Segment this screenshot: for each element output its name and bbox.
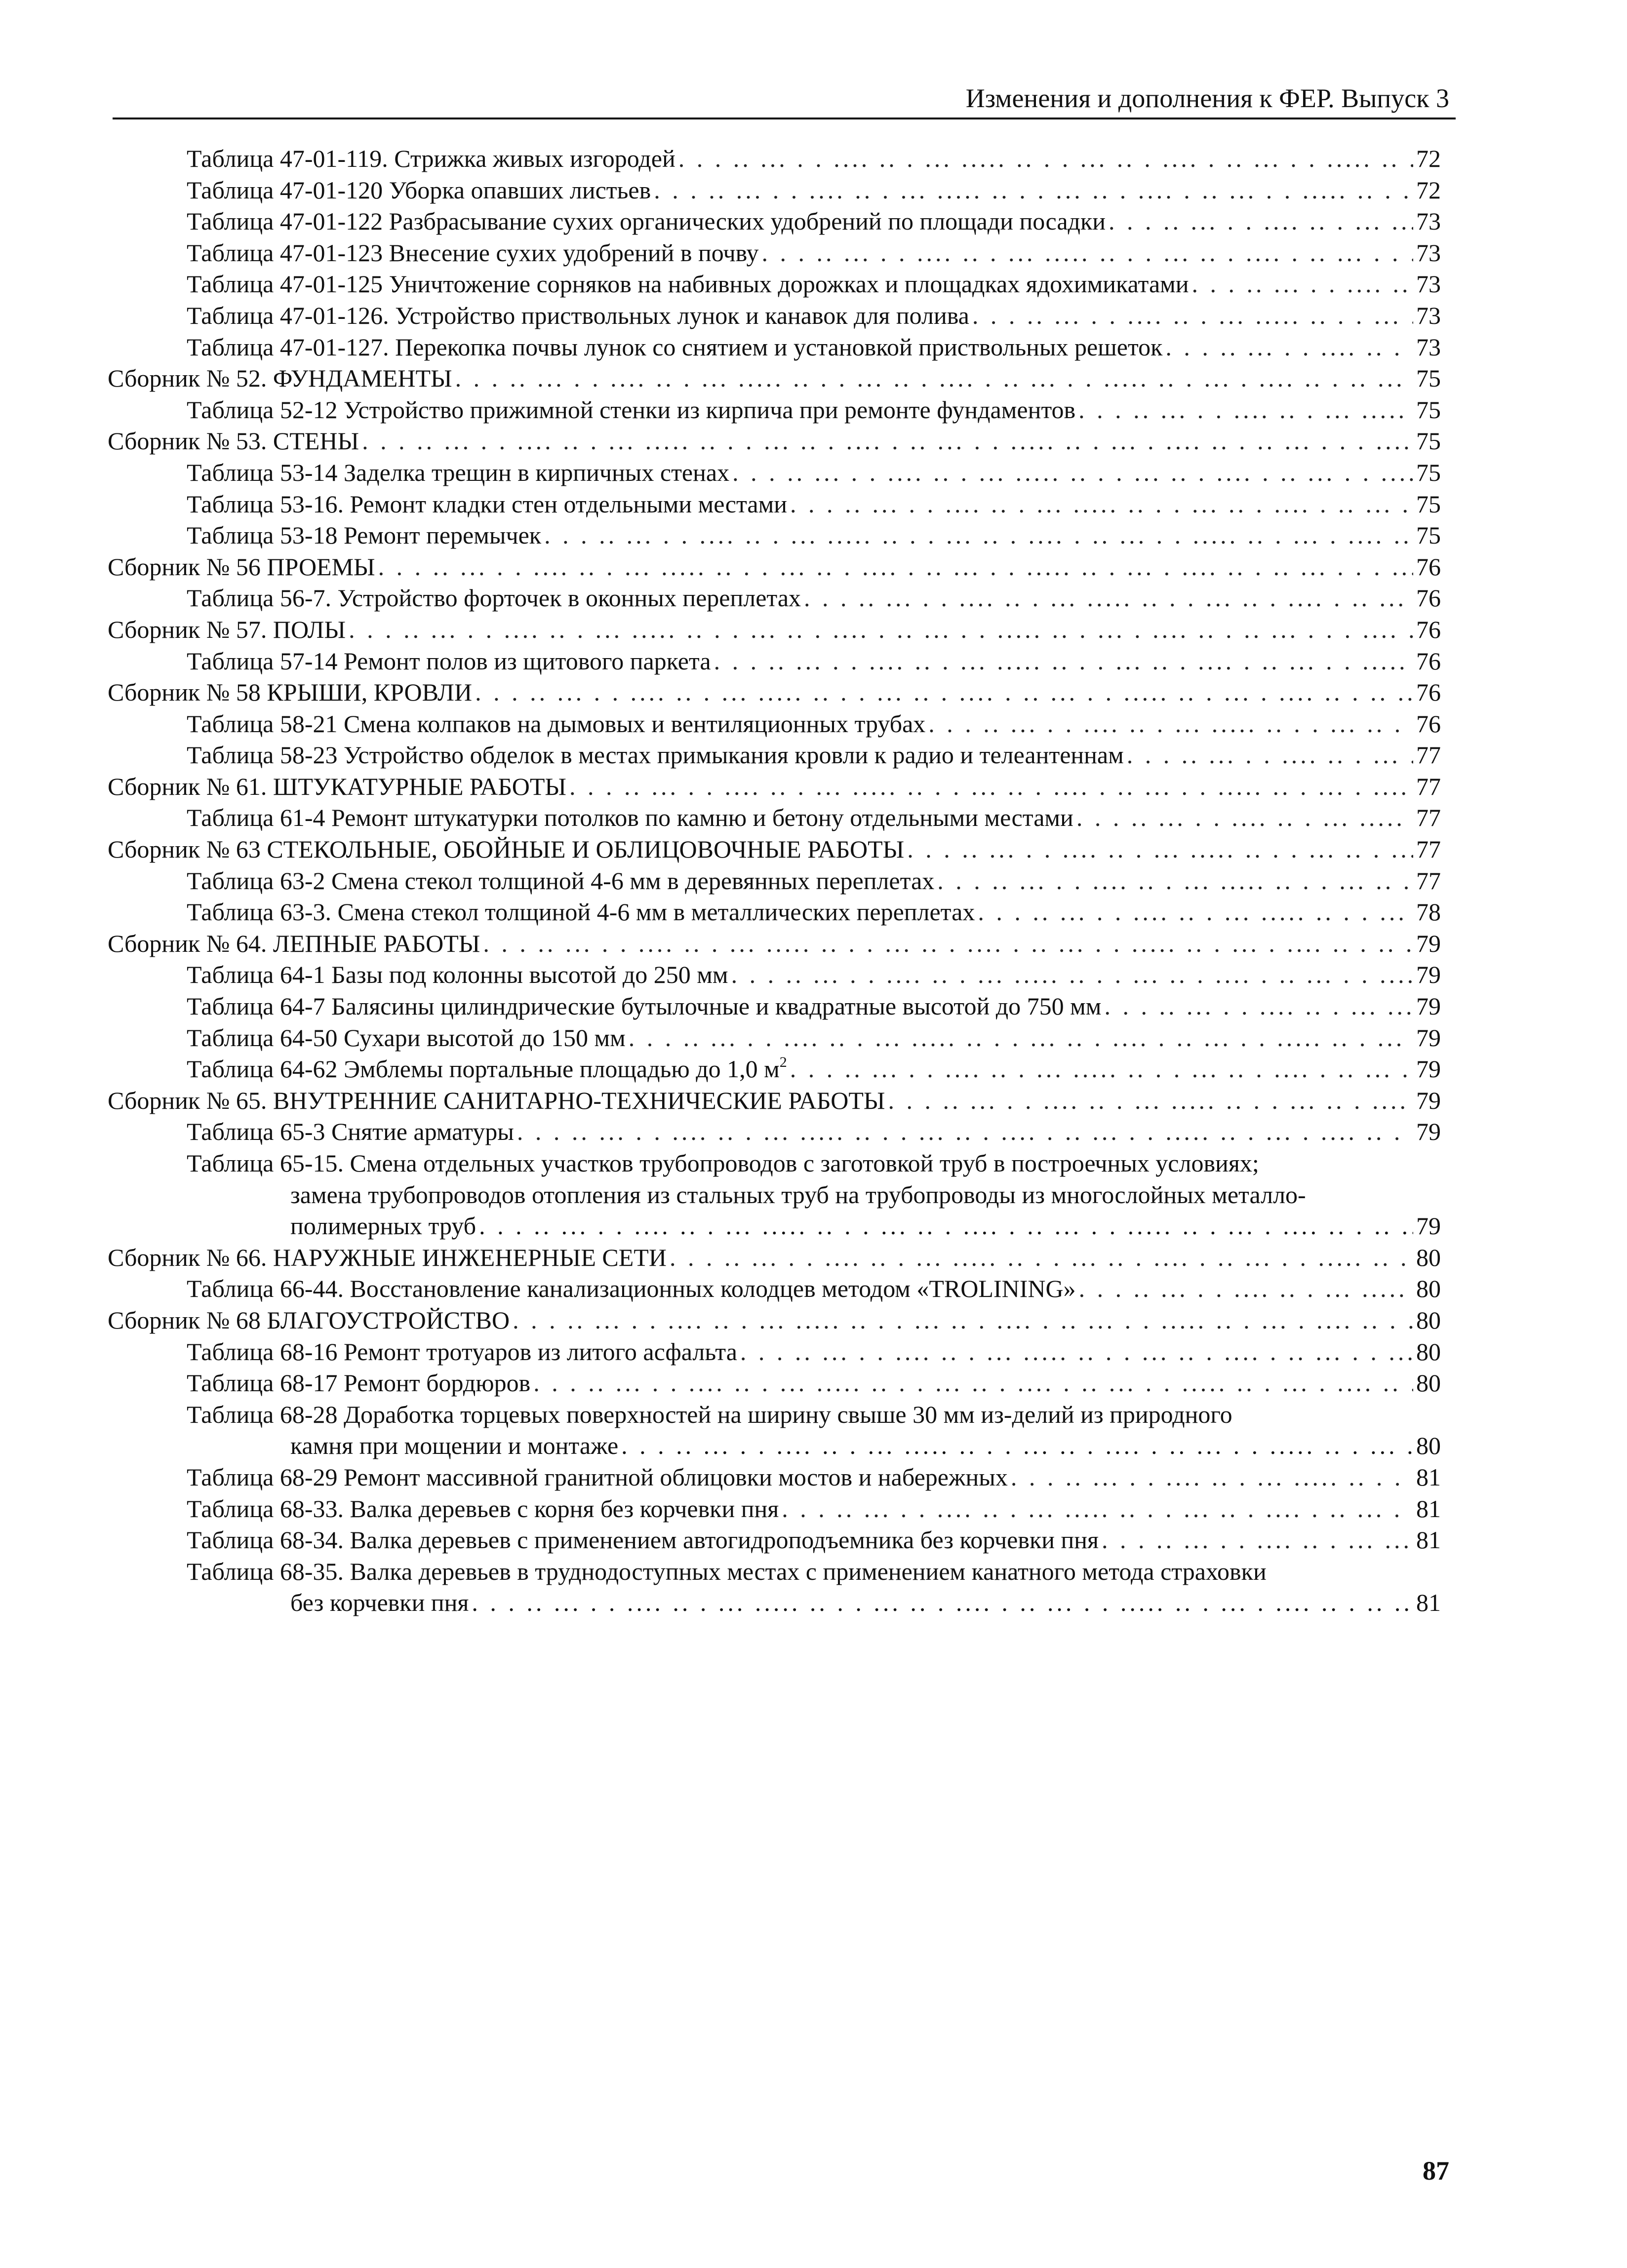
toc-entry-text-wrap [187, 332, 1162, 363]
dot-leader [1109, 206, 1413, 237]
toc-entry-text-wrap [187, 959, 728, 991]
toc-page-number: 80 [1416, 1243, 1441, 1271]
toc-entry-text: Таблица 68-17 Ремонт бордюров [187, 1369, 531, 1397]
toc-page-number: 76 [1416, 678, 1441, 706]
toc-entry-text-wrap [108, 928, 480, 960]
toc-entry-text: без корчевки пня [290, 1589, 469, 1617]
toc-entry-text: Сборник № 65. ВНУТРЕННИЕ САНИТАРНО-ТЕХНИЧЕСКИЕ РАБОТЫ [108, 1086, 885, 1114]
toc-entry-text: Таблица 61-4 Ремонт штукатурки потолков по камню и бетону отдельными местами [187, 804, 1073, 832]
toc-page-number: 79 [1416, 992, 1441, 1020]
toc-page-number: 72 [1416, 176, 1441, 204]
toc-page-number: 76 [1416, 584, 1441, 612]
toc-entry-text: Сборник № 53. СТЕНЫ [108, 427, 359, 455]
dot-leader [455, 363, 1413, 394]
toc-page-number: 75 [1416, 458, 1441, 486]
dot-leader [972, 300, 1413, 332]
toc-table-entry [108, 1368, 1441, 1399]
toc-section-entry [108, 677, 1441, 708]
toc-entry-text-wrap [187, 1336, 737, 1368]
toc-page-number: 79 [1416, 929, 1441, 957]
toc-entry-text-wrap [187, 865, 934, 897]
dot-leader [1079, 1273, 1413, 1305]
toc-entry-text-wrap [187, 520, 541, 551]
toc-entry-text-wrap [187, 1054, 787, 1085]
toc-section-entry [108, 551, 1441, 583]
toc-entry-text: Таблица 58-21 Смена колпаков на дымовых и вентиляционных трубах [187, 709, 926, 738]
dot-leader [790, 1054, 1413, 1085]
toc-page-number: 79 [1416, 961, 1441, 989]
toc-entry-text-wrap [108, 614, 346, 646]
toc-page-number: 77 [1416, 866, 1441, 895]
toc-table-entry [108, 583, 1441, 614]
toc-page-number: 81 [1416, 1463, 1441, 1491]
toc-table-entry [108, 1493, 1441, 1525]
toc-entry-text: Таблица 68-34. Валка деревьев с применением автогидроподъемника без корчевки пня [187, 1526, 1099, 1554]
toc-entry-text-wrap [108, 551, 375, 583]
toc-entry-text: Таблица 63-3. Смена стекол толщиной 4-6 мм в металлических переплетах [187, 898, 975, 926]
toc-entry-line: замена трубопроводов отопления из стальных труб на трубопроводы из многослойных металло- [290, 1180, 1306, 1209]
toc-entry-text-wrap [187, 457, 729, 489]
toc-entry-text-wrap [108, 677, 472, 708]
toc-entry-text-wrap [187, 1493, 779, 1525]
toc-entry-text-wrap [187, 708, 925, 740]
toc-entry-text-wrap [187, 489, 787, 520]
dot-leader [544, 520, 1413, 551]
toc-entry-text-wrap [187, 269, 1189, 300]
page-number: 87 [1423, 2156, 1449, 2186]
dot-leader [678, 143, 1413, 175]
toc-page-number: 77 [1416, 804, 1441, 832]
toc-entry-text: Таблица 64-62 Эмблемы портальные площадью до 1,0 м [187, 1055, 780, 1083]
toc-entry-text-wrap [187, 143, 675, 175]
toc-page-number: 79 [1416, 1055, 1441, 1083]
toc-entry-text: Сборник № 66. НАРУЖНЫЕ ИНЖЕНЕРНЫЕ СЕТИ [108, 1243, 667, 1271]
dot-leader [937, 865, 1413, 897]
toc-entry-line: Таблица 65-15. Смена отдельных участков трубопроводов с заготовкой труб в построечных условиях; [187, 1149, 1259, 1177]
toc-entry-text: Сборник № 64. ЛЕПНЫЕ РАБОТЫ [108, 929, 480, 957]
toc-page-number: 73 [1416, 301, 1441, 329]
toc-section-entry [108, 363, 1441, 394]
toc-entry-multiline [108, 1399, 1441, 1462]
dot-leader [479, 1211, 1413, 1242]
toc-entry-text: Сборник № 61. ШТУКАТУРНЫЕ РАБОТЫ [108, 772, 567, 800]
toc-table-entry [108, 802, 1441, 834]
toc-table-entry [108, 300, 1441, 332]
toc-section-entry [108, 771, 1441, 803]
toc-table-entry [108, 1273, 1441, 1305]
toc-entry-text: Таблица 47-01-123 Внесение сухих удобрений в почву [187, 238, 759, 267]
dot-leader [629, 1022, 1413, 1054]
toc-page-number: 80 [1416, 1306, 1441, 1334]
toc-entry-text-wrap [187, 1022, 626, 1054]
toc-entry-last-line [187, 1587, 1441, 1619]
superscript: 2 [779, 1054, 787, 1070]
toc-table-entry [108, 1022, 1441, 1054]
toc-entry-last-line [187, 1211, 1441, 1242]
toc-page-number: 81 [1416, 1526, 1441, 1554]
dot-leader [740, 1336, 1413, 1368]
toc-entry-text-wrap [187, 583, 801, 614]
toc-section-entry [108, 614, 1441, 646]
toc-table-entry [108, 143, 1441, 175]
toc-page-number: 72 [1416, 145, 1441, 172]
toc-table-entry [108, 865, 1441, 897]
toc-entry-text: камня при мощении и монтаже [290, 1432, 619, 1460]
toc-section-entry [108, 928, 1441, 960]
toc-entry-text: полимерных труб [290, 1212, 476, 1240]
dot-leader [517, 1116, 1413, 1148]
dot-leader [362, 426, 1413, 457]
toc-page-number: 76 [1416, 615, 1441, 643]
dot-leader [1104, 991, 1413, 1022]
toc-table-entry [108, 457, 1441, 489]
toc-entry-text: Таблица 53-16. Ремонт кладки стен отдельными местами [187, 490, 787, 518]
toc-section-entry [108, 426, 1441, 457]
toc-entry-text: Таблица 47-01-127. Перекопка почвы лунок со снятием и установкой приствольных решеток [187, 333, 1163, 361]
toc-entry-last-line [187, 1430, 1441, 1462]
toc-table-entry [108, 1054, 1441, 1085]
dot-leader [472, 1587, 1413, 1619]
toc-entry-text: Сборник № 58 КРЫШИ, КРОВЛИ [108, 678, 473, 706]
toc-entry-text-wrap [108, 363, 452, 394]
toc-entry-text: Таблица 47-01-119. Стрижка живых изгородей [187, 145, 675, 172]
toc-page-number: 80 [1416, 1337, 1441, 1366]
dot-leader [621, 1430, 1413, 1462]
toc-entry-text: Сборник № 68 БЛАГОУСТРОЙСТВО [108, 1306, 510, 1334]
toc-entry-text: Сборник № 56 ПРОЕМЫ [108, 552, 375, 581]
toc-entry-text-wrap [187, 991, 1101, 1022]
toc-entry-text: Таблица 53-18 Ремонт перемычек [187, 521, 542, 549]
toc-page-number: 79 [1416, 1023, 1441, 1052]
header-rule [113, 117, 1456, 119]
toc-table-entry [108, 175, 1441, 206]
dot-leader [732, 457, 1413, 489]
toc-section-entry [108, 1085, 1441, 1117]
toc-table-entry [108, 1525, 1441, 1556]
dot-leader [513, 1305, 1413, 1336]
dot-leader [349, 614, 1413, 646]
toc-table-entry [108, 489, 1441, 520]
toc-entry-text-wrap [187, 1462, 1008, 1493]
dot-leader [1078, 394, 1413, 426]
toc-entry-text: Таблица 68-16 Ремонт тротуаров из литого асфальта [187, 1337, 737, 1366]
toc-entry-multiline [108, 1148, 1441, 1242]
toc-page-number: 77 [1416, 772, 1441, 800]
toc-page-number: 80 [1416, 1369, 1441, 1397]
toc-entry-text: Таблица 63-2 Смена стекол толщиной 4-6 мм в деревянных переплетах [187, 866, 935, 895]
toc-table-entry [108, 394, 1441, 426]
toc-entry-text-wrap [108, 426, 359, 457]
toc-entry-text-wrap [108, 771, 566, 803]
toc-page-number: 77 [1416, 835, 1441, 863]
toc-entry-text: Таблица 52-12 Устройство прижимной стенки из кирпича при ремонте фундаментов [187, 395, 1076, 424]
toc-page-number: 81 [1416, 1494, 1441, 1523]
dot-leader [804, 583, 1413, 614]
toc-page-number: 78 [1416, 898, 1441, 926]
toc-entry-text: Таблица 68-29 Ремонт массивной гранитной облицовки мостов и набережных [187, 1463, 1008, 1491]
toc-entry-text-wrap [187, 897, 975, 928]
toc-entry-text: Таблица 47-01-125 Уничтожение сорняков на набивных дорожках и площадках ядохимикатами [187, 270, 1189, 298]
toc-page-number: 76 [1416, 552, 1441, 581]
toc-table-entry [108, 520, 1441, 551]
dot-leader [928, 708, 1413, 740]
toc-page-number: 76 [1416, 709, 1441, 738]
toc-table-entry [108, 897, 1441, 928]
toc-page-number: 80 [1416, 1432, 1441, 1460]
toc-entry-text: Таблица 58-23 Устройство обделок в местах примыкания кровли к радио и телеантеннам [187, 741, 1124, 769]
toc-entry-text-wrap [187, 740, 1124, 771]
toc-page-number: 79 [1416, 1086, 1441, 1114]
toc-entry-text-wrap [187, 1273, 1076, 1305]
toc-entry-text: Таблица 68-33. Валка деревьев с корня без корчевки пня [187, 1494, 779, 1523]
toc-section-entry [108, 834, 1441, 865]
toc-entry-text-wrap [108, 1242, 667, 1274]
toc-section-entry [108, 1242, 1441, 1274]
table-of-contents [108, 143, 1441, 1619]
toc-page-number: 75 [1416, 427, 1441, 455]
toc-page-number: 73 [1416, 333, 1441, 361]
toc-entry-text: Таблица 65-3 Снятие арматуры [187, 1118, 514, 1146]
toc-entry-text: Таблица 57-14 Ремонт полов из щитового паркета [187, 647, 711, 675]
toc-page-number: 79 [1416, 1212, 1441, 1240]
toc-entry-text: Таблица 64-50 Сухари высотой до 150 мм [187, 1023, 626, 1052]
toc-table-entry [108, 740, 1441, 771]
toc-entry-text-wrap [108, 1085, 885, 1117]
toc-table-entry [108, 1336, 1441, 1368]
dot-leader [888, 1085, 1414, 1117]
dot-leader [978, 897, 1413, 928]
toc-entry-text: Таблица 47-01-122 Разбрасывание сухих органических удобрений по площади посадки [187, 207, 1106, 235]
toc-page-number: 77 [1416, 741, 1441, 769]
toc-page-number: 75 [1416, 395, 1441, 424]
dot-leader [654, 175, 1413, 206]
toc-entry-text-wrap [187, 1525, 1099, 1556]
toc-entry-multiline [108, 1556, 1441, 1619]
dot-leader [762, 237, 1414, 269]
toc-entry-text-wrap [187, 206, 1106, 237]
toc-entry-text: Таблица 64-1 Базы под колонны высотой до 250 мм [187, 961, 728, 989]
header-title: Изменения и дополнения к ФЕР. Выпуск 3 [965, 83, 1449, 113]
toc-page-number: 76 [1416, 647, 1441, 675]
toc-page-number: 73 [1416, 238, 1441, 267]
toc-table-entry [108, 1116, 1441, 1148]
toc-page-number: 75 [1416, 521, 1441, 549]
toc-entry-text: Таблица 56-7. Устройство форточек в оконных переплетах [187, 584, 801, 612]
dot-leader [378, 551, 1413, 583]
toc-table-entry [108, 959, 1441, 991]
dot-leader [1076, 802, 1413, 834]
toc-entry-text: Таблица 47-01-120 Уборка опавших листьев [187, 176, 651, 204]
toc-table-entry [108, 269, 1441, 300]
toc-entry-text: Таблица 53-14 Заделка трещин в кирпичных стенах [187, 458, 730, 486]
toc-table-entry [108, 1462, 1441, 1493]
dot-leader [731, 959, 1413, 991]
toc-entry-text-wrap [187, 1368, 530, 1399]
toc-entry-text-wrap [108, 1305, 510, 1336]
dot-leader [782, 1493, 1413, 1525]
toc-page-number: 75 [1416, 364, 1441, 392]
dot-leader [1165, 332, 1413, 363]
toc-table-entry [108, 991, 1441, 1022]
toc-entry-text: Таблица 47-01-126. Устройство приствольных лунок и канавок для полива [187, 301, 969, 329]
dot-leader [1102, 1525, 1413, 1556]
toc-entry-text-wrap [187, 394, 1075, 426]
toc-table-entry [108, 332, 1441, 363]
toc-entry-text-wrap [108, 834, 904, 865]
toc-page-number: 73 [1416, 270, 1441, 298]
dot-leader [790, 489, 1413, 520]
dot-leader [714, 646, 1413, 677]
toc-page-number: 81 [1416, 1589, 1441, 1617]
toc-entry-text-wrap [187, 802, 1073, 834]
toc-entry-text-wrap [187, 1116, 514, 1148]
toc-table-entry [108, 708, 1441, 740]
toc-entry-text: Сборник № 52. ФУНДАМЕНТЫ [108, 364, 452, 392]
dot-leader [569, 771, 1413, 803]
toc-entry-text: Таблица 64-7 Балясины цилиндрические бутылочные и квадратные высотой до 750 мм [187, 992, 1102, 1020]
dot-leader [1011, 1462, 1413, 1493]
toc-entry-text-wrap [187, 300, 969, 332]
toc-entry-text: Таблица 66-44. Восстановление канализационных колодцев методом «TROLINING» [187, 1275, 1076, 1303]
dot-leader [907, 834, 1413, 865]
dot-leader [1127, 740, 1413, 771]
toc-section-entry [108, 1305, 1441, 1336]
toc-entry-text-wrap [187, 646, 711, 677]
dot-leader [483, 928, 1413, 960]
toc-page-number: 79 [1416, 1118, 1441, 1146]
toc-page-number: 80 [1416, 1275, 1441, 1303]
toc-entry-text-wrap [187, 175, 651, 206]
toc-page-number: 75 [1416, 490, 1441, 518]
dot-leader [1192, 269, 1413, 300]
toc-entry-line: Таблица 68-28 Доработка торцевых поверхностей на ширину свыше 30 мм из-делий из природного [187, 1400, 1232, 1428]
dot-leader [533, 1368, 1413, 1399]
dot-leader [670, 1242, 1413, 1274]
toc-entry-text: Сборник № 57. ПОЛЫ [108, 615, 346, 643]
toc-entry-text-wrap [187, 237, 759, 269]
toc-table-entry [108, 646, 1441, 677]
toc-table-entry [108, 206, 1441, 237]
toc-entry-line: Таблица 68-35. Валка деревьев в труднодоступных местах с применением канатного метода страховки [187, 1557, 1267, 1585]
dot-leader [475, 677, 1413, 708]
toc-entry-text: Сборник № 63 СТЕКОЛЬНЫЕ, ОБОЙНЫЕ И ОБЛИЦОВОЧНЫЕ РАБОТЫ [108, 835, 905, 863]
toc-page-number: 73 [1416, 207, 1441, 235]
toc-table-entry [108, 237, 1441, 269]
